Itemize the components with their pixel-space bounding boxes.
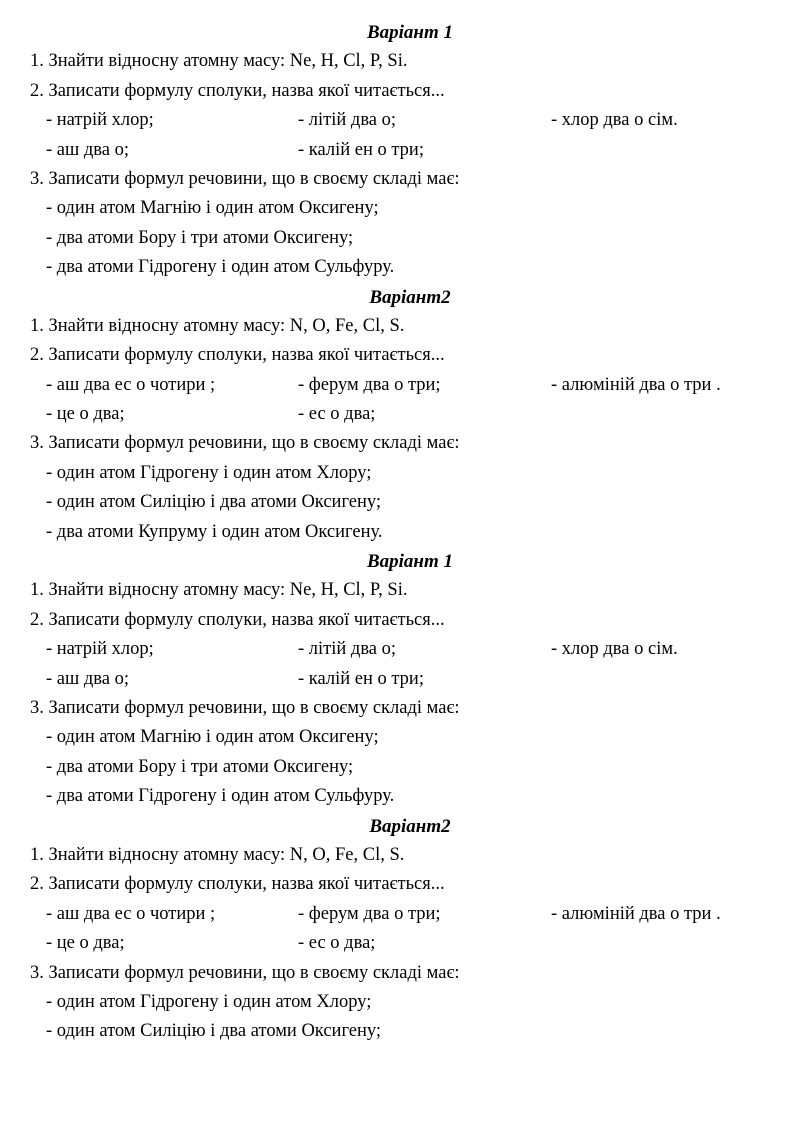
task-2-option: - алюміній два о три . (551, 374, 721, 395)
task-2-row-2 (30, 136, 770, 165)
task-1: 1. Знайти відносну атомну масу: N, O, Fe, Cl, S. (30, 844, 405, 865)
task-2-option: - ес о два; (298, 404, 376, 425)
task-3: 3. Записати формул речовини, що в своєму складі має: (30, 697, 460, 718)
task-3-item: - один атом Силіцію і два атоми Оксигену; (46, 1021, 382, 1042)
task-2-option: - літій два о; (298, 110, 397, 131)
task-2-option: - ферум два о три; (298, 374, 441, 395)
task-2-option: - це о два; (46, 933, 125, 954)
task-2-row-1 (30, 635, 770, 664)
task-2-option: - літій два о; (298, 639, 397, 660)
variant-section (30, 18, 770, 283)
task-2-row-1 (30, 106, 770, 135)
task-2-option: - ферум два о три; (298, 903, 441, 924)
variant-section (30, 812, 770, 1047)
task-3-item: - два атоми Купруму і один атом Оксигену. (46, 521, 383, 542)
task-2: 2. Записати формулу сполуки, назва якої читається... (30, 80, 445, 101)
task-2-option: - калій ен о три; (298, 139, 424, 160)
task-2-row-2 (30, 665, 770, 694)
task-3-item: - два атоми Гідрогену і один атом Сульфуру. (46, 257, 395, 278)
variant-section (30, 283, 770, 548)
task-2-option: - хлор два о сім. (551, 110, 678, 131)
task-2-option: - натрій хлор; (46, 110, 154, 131)
task-3-item: - один атом Гідрогену і один атом Хлору; (46, 991, 372, 1012)
task-2-option: - хлор два о сім. (551, 639, 678, 660)
task-3-item: - два атоми Бору і три атоми Оксигену; (46, 227, 354, 248)
task-2-option: - аш два о; (46, 139, 129, 160)
task-1: 1. Знайти відносну атомну масу: N, O, Fe, Cl, S. (30, 315, 405, 336)
task-3-item: - один атом Магнію і один атом Оксигену; (46, 727, 379, 748)
task-3-item: - два атоми Гідрогену і один атом Сульфуру. (46, 786, 395, 807)
task-2: 2. Записати формулу сполуки, назва якої читається... (30, 345, 445, 366)
task-3: 3. Записати формул речовини, що в своєму складі має: (30, 962, 460, 983)
task-2-option: - натрій хлор; (46, 639, 154, 660)
variant-title: Варіант 1 (366, 22, 454, 43)
task-1: 1. Знайти відносну атомну масу: Ne, H, Cl, P, Si. (30, 580, 408, 601)
task-2-option: - ес о два; (298, 933, 376, 954)
task-2-row-1 (30, 371, 770, 400)
task-3: 3. Записати формул речовини, що в своєму складі має: (30, 433, 460, 454)
variant-title: Варіант2 (369, 815, 451, 837)
task-2-row-2 (30, 929, 770, 958)
variant-title: Варіант 1 (366, 551, 454, 573)
task-2-row-1 (30, 900, 770, 929)
variant-title: Варіант2 (369, 286, 451, 308)
task-2-option: - аш два ес о чотири ; (46, 374, 216, 395)
task-2-option: - калій ен о три; (298, 668, 424, 689)
task-3-item: - один атом Гідрогену і один атом Хлору; (46, 462, 372, 483)
task-3-item: - один атом Силіцію і два атоми Оксигену; (46, 492, 382, 513)
task-2: 2. Записати формулу сполуки, назва якої читається... (30, 609, 445, 630)
task-3: 3. Записати формул речовини, що в своєму складі має: (30, 168, 460, 189)
task-2: 2. Записати формулу сполуки, назва якої читається... (30, 874, 445, 895)
task-2-option: - аш два о; (46, 668, 129, 689)
task-3-item: - один атом Магнію і один атом Оксигену; (46, 198, 379, 219)
variant-section (30, 547, 770, 812)
task-2-option: - це о два; (46, 404, 125, 425)
task-2-option: - аш два ес о чотири ; (46, 903, 216, 924)
task-2-option: - алюміній два о три . (551, 903, 721, 924)
task-1: 1. Знайти відносну атомну масу: Ne, H, Cl, P, Si. (30, 51, 408, 72)
task-2-row-2 (30, 400, 770, 429)
worksheet-page (30, 18, 770, 1047)
task-3-item: - два атоми Бору і три атоми Оксигену; (46, 756, 354, 777)
